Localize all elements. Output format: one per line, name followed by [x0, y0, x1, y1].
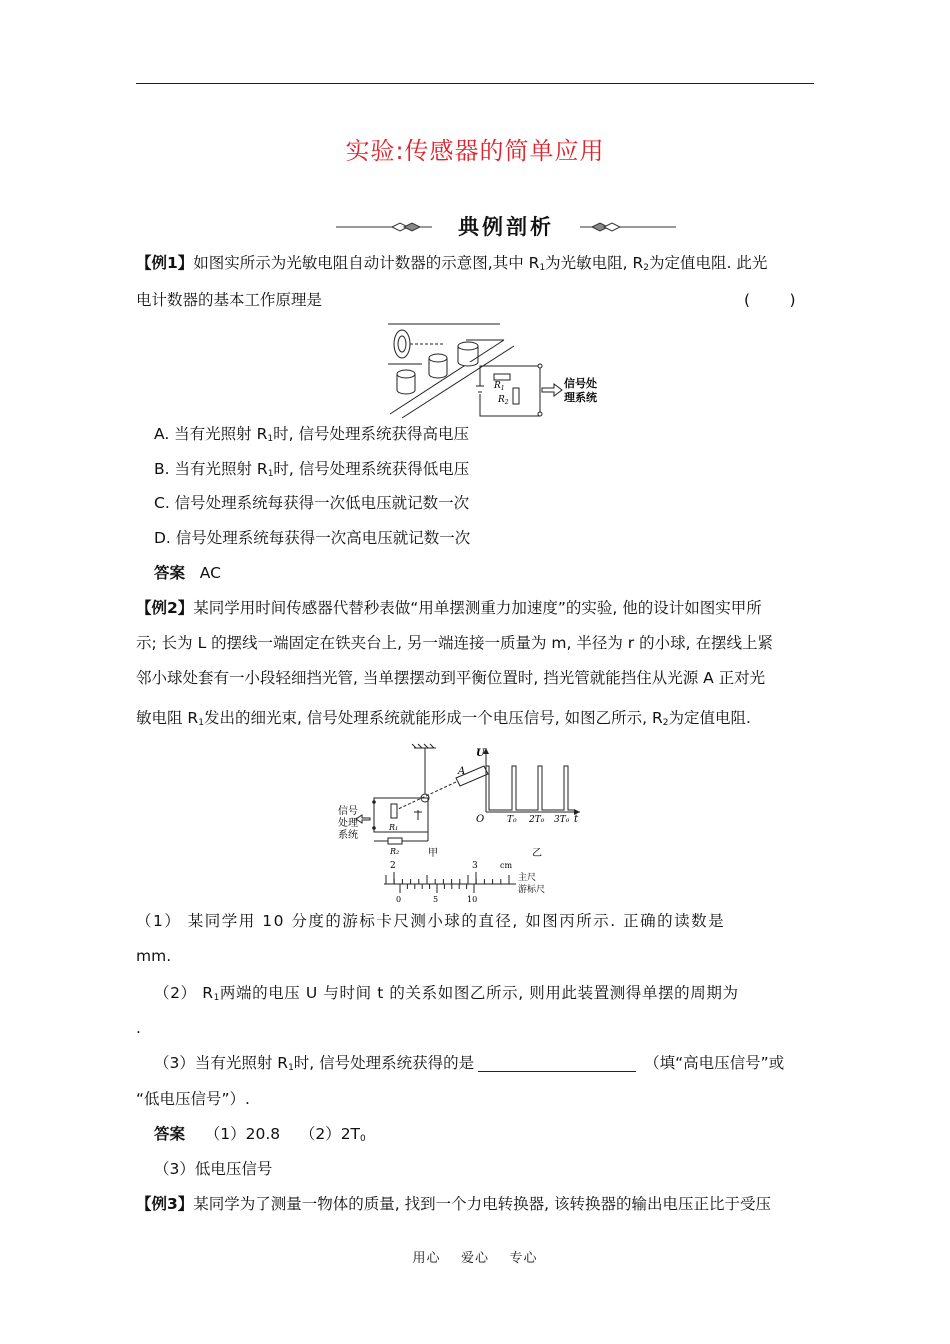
caliper-v10: 10	[467, 895, 478, 904]
ex2-line3: 邻小球处套有一小段轻细挡光管, 当单摆摆动到平衡位置时, 挡光管就能挡住从光源 A 正对光	[136, 669, 766, 687]
fig2-tick-1: T₀	[507, 815, 517, 825]
fig2-u-label: U	[476, 748, 485, 759]
page-footer: 用心 爱心 专心	[412, 1251, 538, 1266]
fig2-o-label: O	[476, 814, 485, 825]
ex2-answer-3: （3）低电压信号	[154, 1160, 273, 1178]
ex3-tag: 【例3】	[136, 1195, 194, 1213]
caliper-main-label: 主尺	[518, 873, 537, 883]
fig2-caption-yi: 乙	[532, 848, 542, 859]
fig2-r2-label: R₂	[390, 847, 400, 856]
fig1-box-line2: 理系统	[564, 391, 597, 404]
pendulum-figure	[336, 742, 586, 904]
q3-line2: “低电压信号”）.	[136, 1090, 250, 1108]
fig2-sig3: 系统	[338, 830, 358, 841]
fig1-r2-label: $R_2$	[498, 395, 509, 406]
ex1-tag: 【例1】	[136, 254, 194, 272]
fig2-caption-jia: 甲	[428, 848, 438, 859]
option-b: B. 当有光照射 $R_1$时, 信号处理系统获得低电压	[154, 460, 470, 479]
header-rule	[136, 83, 814, 84]
fig2-sig1: 信号	[338, 806, 358, 817]
fig2-tick-3: 3T₀	[554, 815, 570, 825]
ex2-line2: 示; 长为 L 的摆线一端固定在铁夹台上, 另一端连接一质量为 m, 半径为 r 的小球, 在摆线上紧	[136, 634, 773, 652]
q2-line2: .	[136, 1019, 141, 1037]
ex2-line1: 【例2】某同学用时间传感器代替秒表做“用单摆测重力加速度”的实验, 他的设计如图实甲所	[136, 599, 762, 617]
fig2-sig2: 处理	[338, 818, 358, 829]
ex3-line1: 【例3】某同学为了测量一物体的质量, 找到一个力电转换器, 该转换器的输出电压正比于受压	[136, 1195, 772, 1213]
page-title: 实验:传感器的简单应用	[345, 137, 605, 165]
q1-line2: mm.	[136, 947, 172, 965]
answer-paren: ( )	[744, 291, 796, 309]
fig1-r1-label: $R_1$	[494, 381, 505, 392]
caliper-vernier-label: 游标尺	[518, 885, 546, 895]
caliper-v5: 5	[433, 895, 439, 904]
caliper-main-3: 3	[472, 861, 478, 871]
section-heading	[336, 211, 676, 241]
caliper-unit: cm	[500, 861, 513, 870]
q1-line1: （1） 某同学用 10 分度的游标卡尺测小球的直径, 如图丙所示. 正确的读数是	[136, 912, 726, 930]
photo-counter-figure	[382, 318, 622, 422]
q3-line1: （3）当有光照射 $R_1$时, 信号处理系统获得的是 （填“高电压信号”或	[154, 1054, 785, 1073]
ex1-answer: 答案 AC	[154, 564, 221, 582]
option-d: D. 信号处理系统每获得一次高电压就记数一次	[154, 529, 471, 547]
option-a: A. 当有光照射 $R_1$时, 信号处理系统获得高电压	[154, 425, 469, 444]
option-c: C. 信号处理系统每获得一次低电压就记数一次	[154, 494, 470, 512]
ex2-tag: 【例2】	[136, 599, 194, 617]
fig1-box-line1: 信号处	[564, 377, 597, 390]
caliper-v0: 0	[396, 895, 402, 904]
fig2-a-label: A	[458, 766, 466, 777]
caliper-main-2: 2	[390, 861, 396, 871]
fig2-t-label: t	[574, 814, 579, 825]
q2-line1: （2） $R_1$两端的电压 U 与时间 t 的关系如图乙所示, 则用此装置测得单摆的周期为	[154, 984, 739, 1003]
fig2-r1-label: R₁	[389, 823, 399, 832]
ex1-line2: 电计数器的基本工作原理是	[136, 291, 323, 309]
ex1-line1: 【例1】如图实所示为光敏电阻自动计数器的示意图,其中 $R_1$为光敏电阻, $R_2$为定值电阻. 此光	[136, 254, 768, 273]
ex2-line4: 敏电阻 $R_1$发出的细光束, 信号处理系统就能形成一个电压信号, 如图乙所示, $R_2$为定值电阻.	[136, 709, 751, 728]
section-title: 典例剖析	[458, 215, 554, 239]
q3-answer-blank[interactable]	[478, 1053, 636, 1072]
ex2-answer: 答案 （1）20.8 $(2)2T_0$	[154, 1125, 366, 1144]
fig2-tick-2: 2T₀	[529, 815, 545, 825]
